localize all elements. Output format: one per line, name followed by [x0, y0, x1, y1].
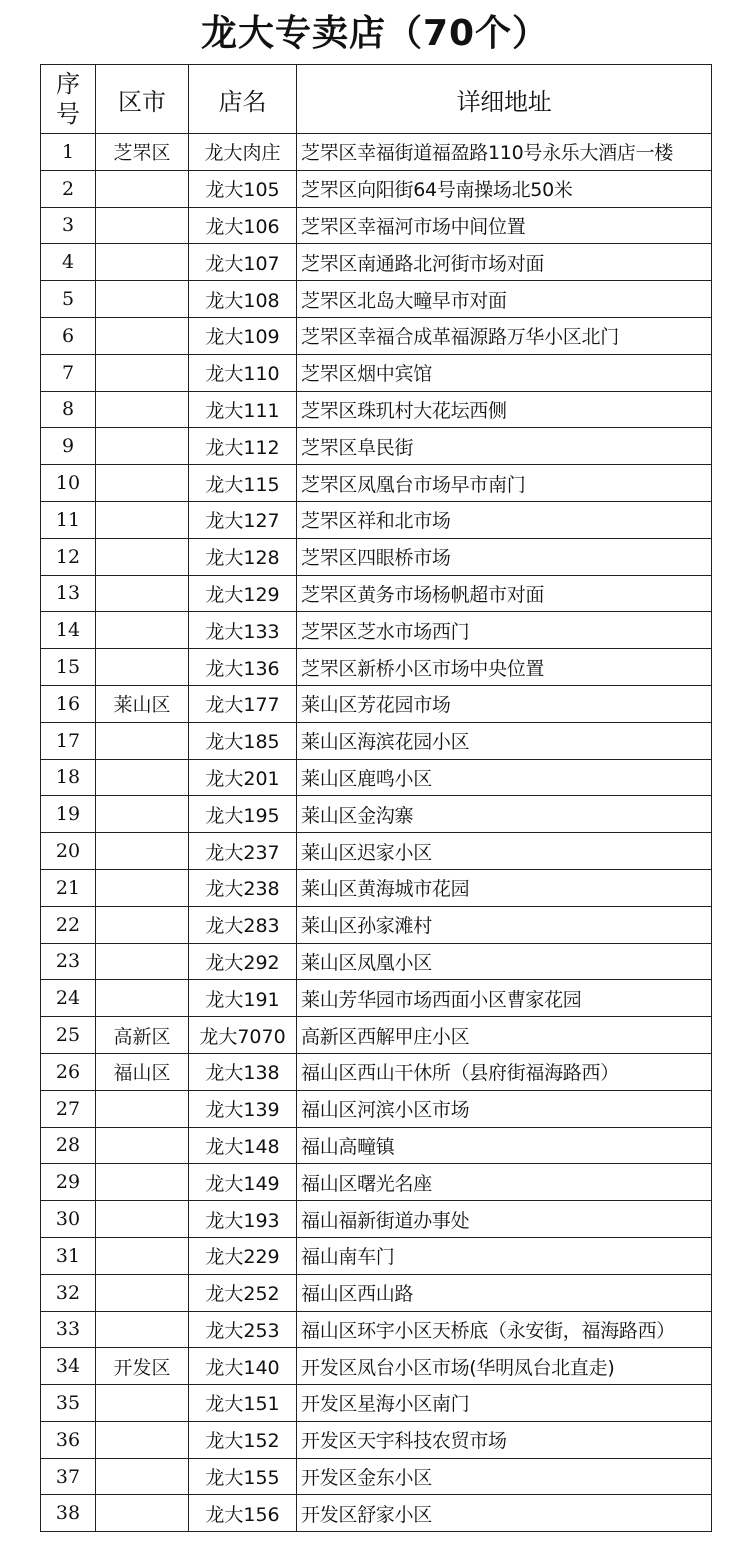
row-district [96, 1090, 189, 1127]
row-store-name: 龙大136 [189, 649, 297, 686]
row-district [96, 906, 189, 943]
table-row [41, 1237, 712, 1274]
row-store-name: 龙大7070 [189, 1017, 297, 1054]
row-address: 莱山区金沟寨 [297, 796, 712, 833]
row-district [96, 391, 189, 428]
row-store-name: 龙大191 [189, 980, 297, 1017]
row-district [96, 465, 189, 502]
row-store-name: 龙大292 [189, 943, 297, 980]
row-district: 莱山区 [96, 685, 189, 722]
row-store-name: 龙大177 [189, 685, 297, 722]
row-index: 12 [41, 538, 96, 575]
row-store-name: 龙大109 [189, 317, 297, 354]
row-district [96, 354, 189, 391]
row-index: 33 [41, 1311, 96, 1348]
row-address: 芝罘区凤凰台市场早市南门 [297, 465, 712, 502]
row-store-name: 龙大138 [189, 1053, 297, 1090]
table-row [41, 759, 712, 796]
row-address: 福山区环宇小区天桥底（永安街，福海路西） [297, 1311, 712, 1348]
row-index: 6 [41, 317, 96, 354]
table-row [41, 428, 712, 465]
row-address: 芝罘区珠玑村大花坛西侧 [297, 391, 712, 428]
row-index: 28 [41, 1127, 96, 1164]
row-district [96, 501, 189, 538]
table-row [41, 980, 712, 1017]
row-store-name: 龙大115 [189, 465, 297, 502]
table-row [41, 649, 712, 686]
row-store-name: 龙大112 [189, 428, 297, 465]
row-index: 29 [41, 1164, 96, 1201]
table-row [41, 796, 712, 833]
row-index: 8 [41, 391, 96, 428]
row-index: 34 [41, 1348, 96, 1385]
row-district [96, 649, 189, 686]
row-address: 莱山区黄海城市花园 [297, 869, 712, 906]
row-address: 福山区曙光名座 [297, 1164, 712, 1201]
row-index: 4 [41, 244, 96, 281]
row-store-name: 龙大185 [189, 722, 297, 759]
row-district: 开发区 [96, 1348, 189, 1385]
row-address: 莱山区芳花园市场 [297, 685, 712, 722]
row-index: 1 [41, 134, 96, 171]
table-row [41, 612, 712, 649]
row-address: 芝罘区新桥小区市场中央位置 [297, 649, 712, 686]
row-store-name: 龙大133 [189, 612, 297, 649]
table-row [41, 207, 712, 244]
row-address: 莱山区孙家滩村 [297, 906, 712, 943]
row-index: 11 [41, 501, 96, 538]
row-address: 芝罘区阜民街 [297, 428, 712, 465]
row-address: 芝罘区向阳街64号南操场北50米 [297, 170, 712, 207]
row-store-name: 龙大193 [189, 1201, 297, 1238]
row-district [96, 833, 189, 870]
row-store-name: 龙大149 [189, 1164, 297, 1201]
row-index: 31 [41, 1237, 96, 1274]
row-index: 5 [41, 281, 96, 318]
row-address: 开发区舒家小区 [297, 1495, 712, 1532]
table-row [41, 722, 712, 759]
row-store-name: 龙大139 [189, 1090, 297, 1127]
page-title: 龙大专卖店（70个） [200, 13, 550, 54]
table-row [41, 869, 712, 906]
row-address: 莱山区鹿鸣小区 [297, 759, 712, 796]
row-index: 32 [41, 1274, 96, 1311]
row-district [96, 244, 189, 281]
header-index-line2: 号 [56, 100, 80, 128]
row-index: 27 [41, 1090, 96, 1127]
row-district [96, 943, 189, 980]
table-row [41, 244, 712, 281]
row-district [96, 1201, 189, 1238]
row-district [96, 538, 189, 575]
table-row [41, 1311, 712, 1348]
row-index: 15 [41, 649, 96, 686]
row-address: 芝罘区幸福合成革福源路万华小区北门 [297, 317, 712, 354]
header-index [41, 65, 96, 134]
table-row [41, 465, 712, 502]
row-index: 17 [41, 722, 96, 759]
row-store-name: 龙大238 [189, 869, 297, 906]
row-store-name: 龙大152 [189, 1421, 297, 1458]
table-body [41, 134, 712, 1532]
row-index: 18 [41, 759, 96, 796]
row-index: 14 [41, 612, 96, 649]
row-district [96, 722, 189, 759]
table-row [41, 833, 712, 870]
row-store-name: 龙大129 [189, 575, 297, 612]
row-district [96, 1421, 189, 1458]
table-row [41, 170, 712, 207]
row-address: 莱山区凤凰小区 [297, 943, 712, 980]
table-row [41, 1127, 712, 1164]
row-index: 16 [41, 685, 96, 722]
row-index: 20 [41, 833, 96, 870]
table-row [41, 1385, 712, 1422]
table-row [41, 391, 712, 428]
row-index: 22 [41, 906, 96, 943]
row-store-name: 龙大127 [189, 501, 297, 538]
row-index: 2 [41, 170, 96, 207]
row-district [96, 1274, 189, 1311]
row-address: 芝罘区烟中宾馆 [297, 354, 712, 391]
row-index: 26 [41, 1053, 96, 1090]
row-address: 芝罘区南通路北河街市场对面 [297, 244, 712, 281]
table-row [41, 575, 712, 612]
row-address: 芝罘区黄务市场杨帆超市对面 [297, 575, 712, 612]
row-district [96, 575, 189, 612]
table-row [41, 1053, 712, 1090]
row-address: 开发区星海小区南门 [297, 1385, 712, 1422]
table-header-row [41, 65, 712, 134]
table-row [41, 1421, 712, 1458]
row-district [96, 1127, 189, 1164]
row-store-name: 龙大195 [189, 796, 297, 833]
row-index: 10 [41, 465, 96, 502]
row-index: 37 [41, 1458, 96, 1495]
row-index: 25 [41, 1017, 96, 1054]
table-row [41, 354, 712, 391]
row-store-name: 龙大151 [189, 1385, 297, 1422]
row-index: 30 [41, 1201, 96, 1238]
row-district [96, 980, 189, 1017]
row-store-name: 龙大253 [189, 1311, 297, 1348]
row-address: 芝罘区幸福街道福盈路110号永乐大酒店一楼 [297, 134, 712, 171]
table-row [41, 1090, 712, 1127]
row-store-name: 龙大110 [189, 354, 297, 391]
table-row [41, 1495, 712, 1532]
row-address: 福山高疃镇 [297, 1127, 712, 1164]
table-row [41, 501, 712, 538]
row-store-name: 龙大237 [189, 833, 297, 870]
row-address: 福山区西山干休所（县府街福海路西） [297, 1053, 712, 1090]
row-index: 24 [41, 980, 96, 1017]
row-index: 38 [41, 1495, 96, 1532]
row-district [96, 1495, 189, 1532]
row-index: 23 [41, 943, 96, 980]
table-row [41, 1348, 712, 1385]
row-store-name: 龙大156 [189, 1495, 297, 1532]
table-row [41, 906, 712, 943]
row-address: 芝罘区四眼桥市场 [297, 538, 712, 575]
header-district: 区市 [96, 65, 189, 134]
table-row [41, 943, 712, 980]
row-district [96, 1311, 189, 1348]
row-district [96, 170, 189, 207]
row-index: 21 [41, 869, 96, 906]
row-district: 高新区 [96, 1017, 189, 1054]
table-row [41, 281, 712, 318]
row-address: 福山福新街道办事处 [297, 1201, 712, 1238]
row-district [96, 428, 189, 465]
table-row [41, 317, 712, 354]
row-store-name: 龙大252 [189, 1274, 297, 1311]
row-address: 福山区西山路 [297, 1274, 712, 1311]
table-row [41, 1458, 712, 1495]
row-index: 3 [41, 207, 96, 244]
row-index: 19 [41, 796, 96, 833]
row-address: 高新区西解甲庄小区 [297, 1017, 712, 1054]
row-store-name: 龙大155 [189, 1458, 297, 1495]
row-store-name: 龙大106 [189, 207, 297, 244]
row-district [96, 1458, 189, 1495]
row-address: 莱山芳华园市场西面小区曹家花园 [297, 980, 712, 1017]
row-district [96, 759, 189, 796]
store-table [40, 64, 712, 1532]
row-store-name: 龙大148 [189, 1127, 297, 1164]
table-row [41, 1274, 712, 1311]
row-district [96, 612, 189, 649]
row-address: 芝罘区芝水市场西门 [297, 612, 712, 649]
row-district: 芝罘区 [96, 134, 189, 171]
row-store-name: 龙大128 [189, 538, 297, 575]
row-address: 开发区凤台小区市场(华明凤台北直走) [297, 1348, 712, 1385]
row-address: 芝罘区祥和北市场 [297, 501, 712, 538]
row-district [96, 1164, 189, 1201]
row-address: 莱山区海滨花园小区 [297, 722, 712, 759]
row-store-name: 龙大107 [189, 244, 297, 281]
row-store-name: 龙大229 [189, 1237, 297, 1274]
row-district [96, 281, 189, 318]
row-district: 福山区 [96, 1053, 189, 1090]
row-address: 开发区金东小区 [297, 1458, 712, 1495]
row-district [96, 869, 189, 906]
row-index: 36 [41, 1421, 96, 1458]
table-row [41, 1017, 712, 1054]
row-district [96, 796, 189, 833]
row-address: 福山区河滨小区市场 [297, 1090, 712, 1127]
row-district [96, 317, 189, 354]
row-store-name: 龙大肉庄 [189, 134, 297, 171]
table-row [41, 1201, 712, 1238]
table-row [41, 538, 712, 575]
row-store-name: 龙大140 [189, 1348, 297, 1385]
row-store-name: 龙大283 [189, 906, 297, 943]
row-district [96, 1237, 189, 1274]
row-store-name: 龙大111 [189, 391, 297, 428]
row-district [96, 1385, 189, 1422]
row-index: 9 [41, 428, 96, 465]
row-address: 芝罘区幸福河市场中间位置 [297, 207, 712, 244]
row-address: 莱山区迟家小区 [297, 833, 712, 870]
row-address: 福山南车门 [297, 1237, 712, 1274]
table-row [41, 134, 712, 171]
row-store-name: 龙大201 [189, 759, 297, 796]
row-address: 开发区天宇科技农贸市场 [297, 1421, 712, 1458]
row-district [96, 207, 189, 244]
row-store-name: 龙大108 [189, 281, 297, 318]
row-index: 7 [41, 354, 96, 391]
row-store-name: 龙大105 [189, 170, 297, 207]
table-row [41, 685, 712, 722]
header-store-name: 店名 [189, 65, 297, 134]
row-index: 35 [41, 1385, 96, 1422]
row-index: 13 [41, 575, 96, 612]
header-address: 详细地址 [297, 65, 712, 134]
header-index-line1: 序 [56, 70, 80, 98]
row-address: 芝罘区北岛大疃早市对面 [297, 281, 712, 318]
table-row [41, 1164, 712, 1201]
